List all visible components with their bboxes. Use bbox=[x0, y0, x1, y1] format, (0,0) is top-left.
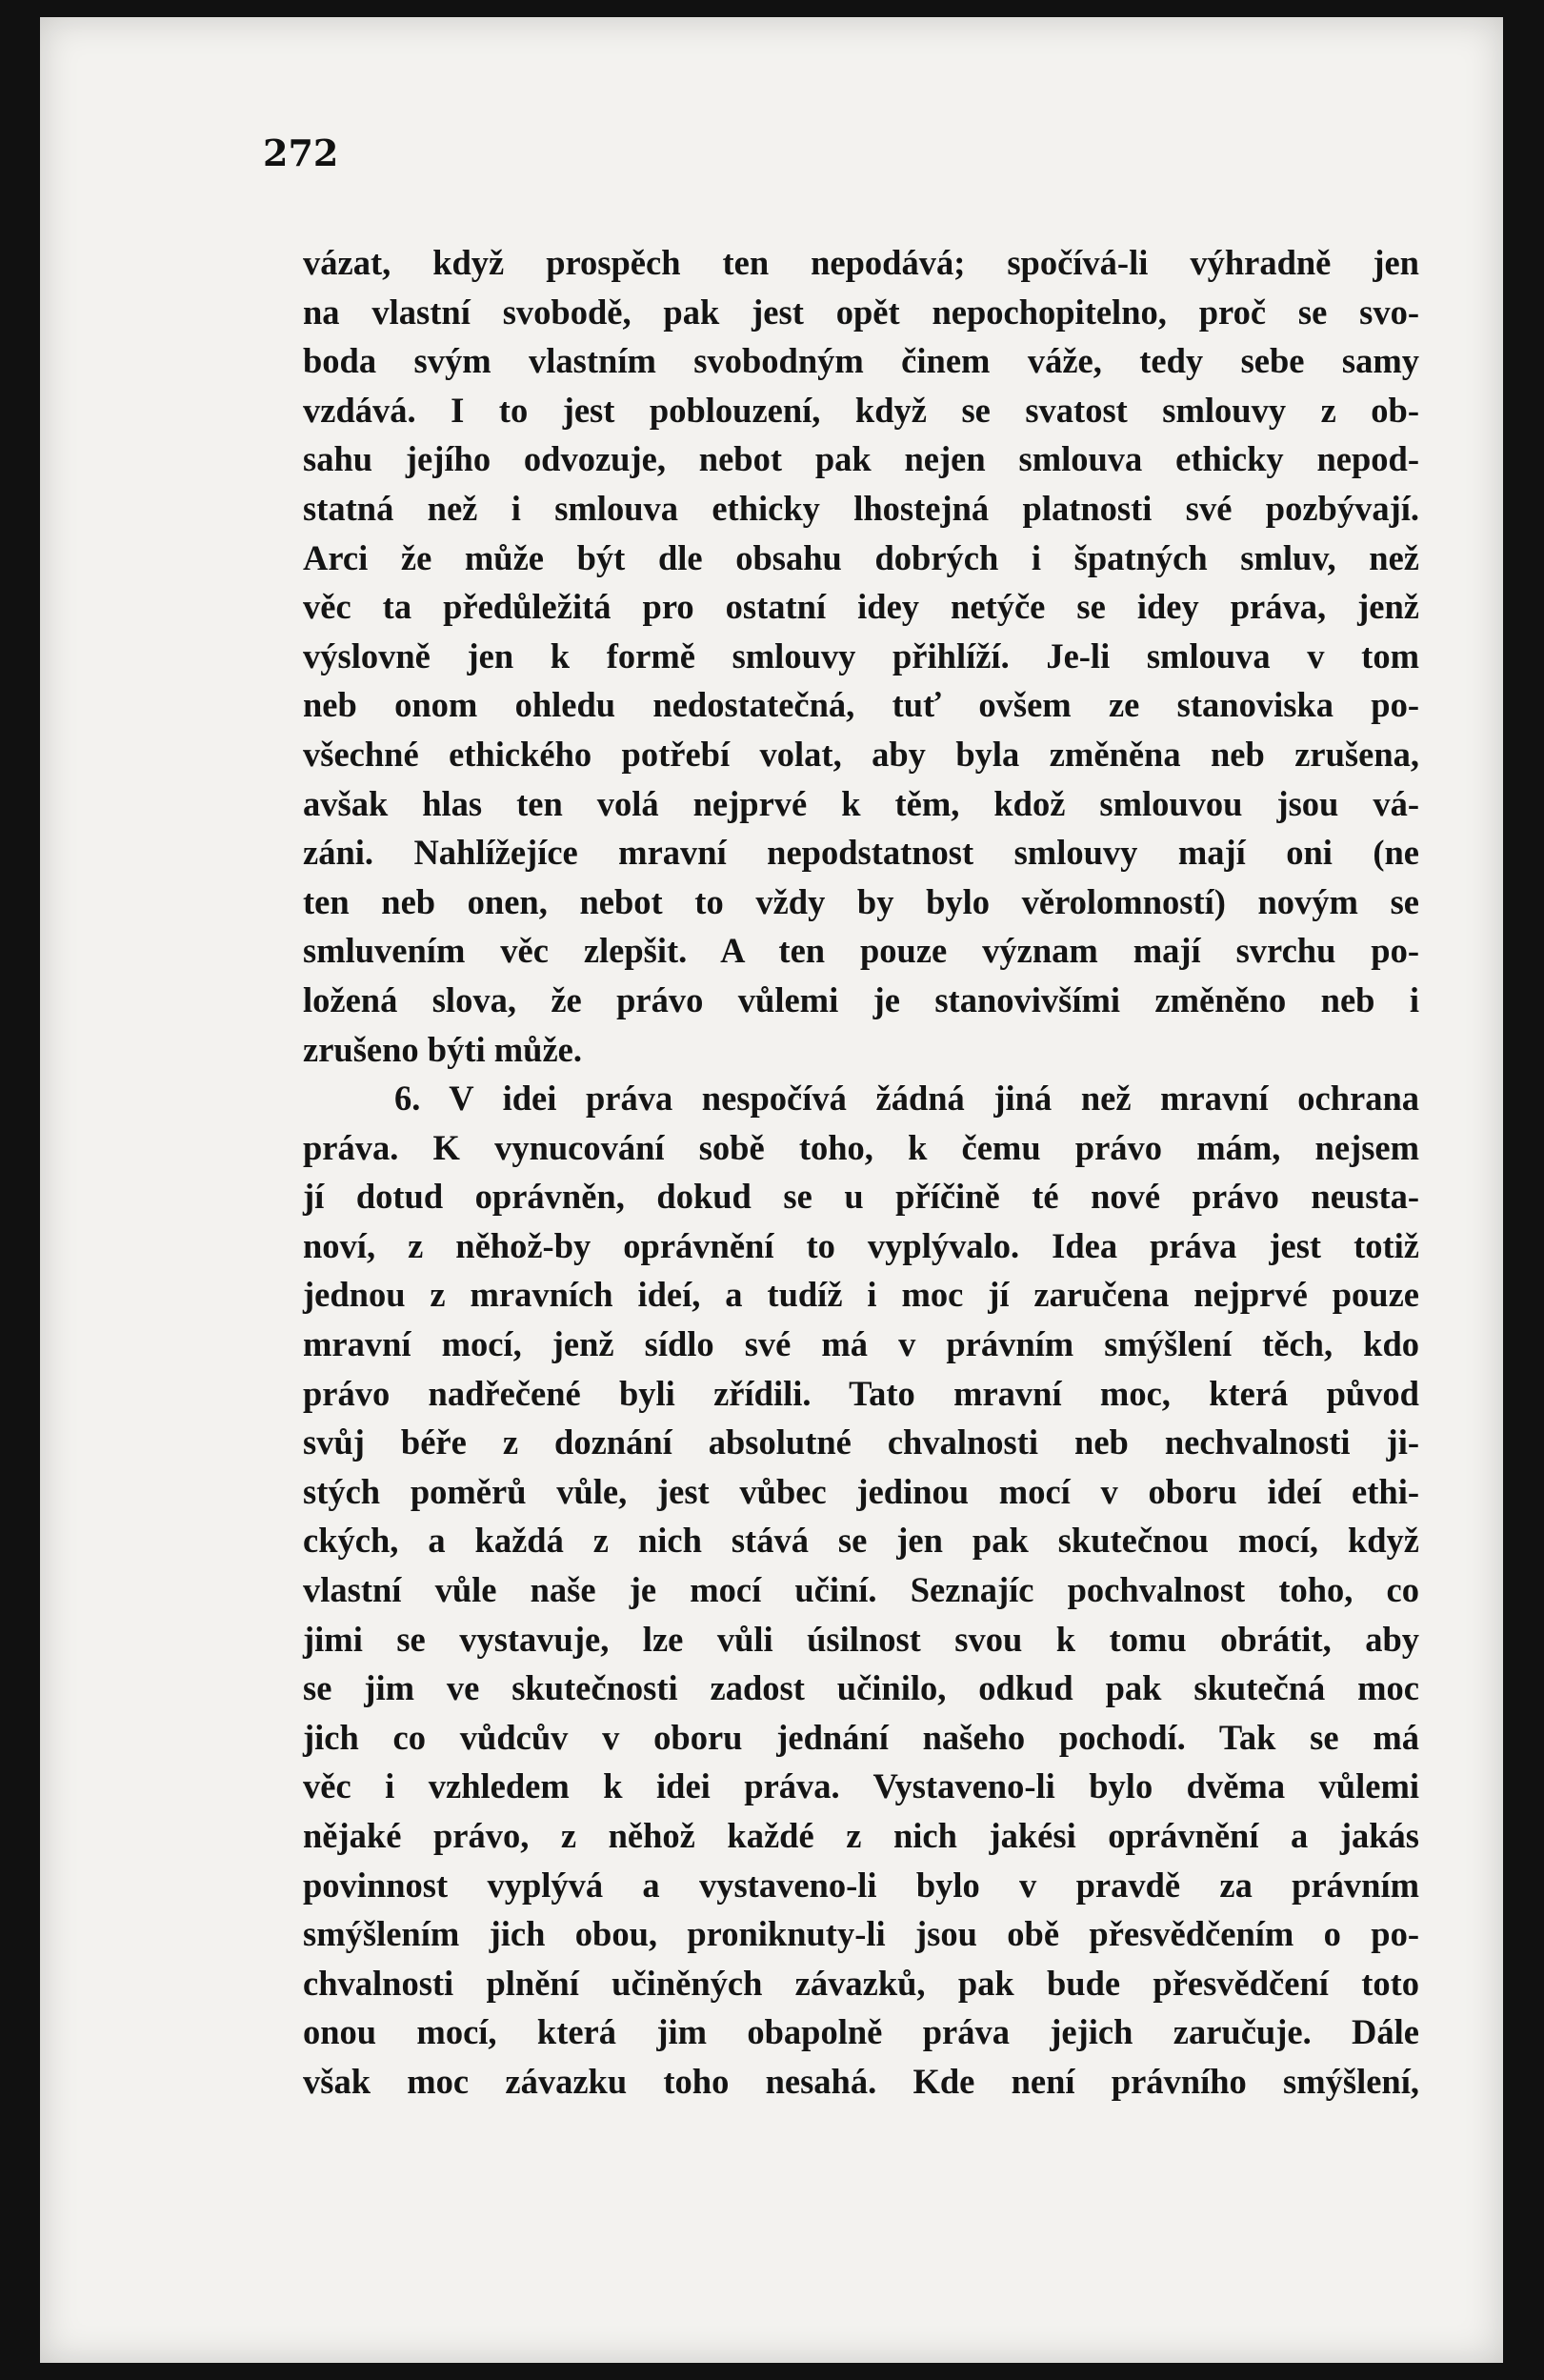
text-line: ložená slova, že právo vůlemi je stanovivšími změněno neb i bbox=[303, 979, 1419, 1019]
body-text bbox=[303, 238, 1419, 2107]
text-line: statná než i smlouva ethicky lhostejná platnosti své pozbývají. bbox=[303, 488, 1419, 528]
book-page bbox=[40, 17, 1503, 2363]
text-line: ten neb onen, nebot to vždy by bylo věrolomností) novým se bbox=[303, 881, 1419, 921]
text-line: smluvením věc zlepšit. A ten pouze význam mají svrchu po- bbox=[303, 931, 1419, 971]
page-number: 272 bbox=[263, 131, 339, 174]
text-line: jí dotud oprávněn, dokud se u příčině té nové právo neusta- bbox=[303, 1177, 1419, 1217]
text-line: výslovně jen k formě smlouvy přihlíží. Je-li smlouva v tom bbox=[303, 635, 1419, 676]
text-line: jednou z mravních ideí, a tudíž i moc jí zaručena nejprvé pouze bbox=[303, 1275, 1419, 1315]
text-line: mravní mocí, jenž sídlo své má v právním smýšlení těch, kdo bbox=[303, 1324, 1419, 1364]
text-line: boda svým vlastním svobodným činem váže, tedy sebe samy bbox=[303, 341, 1419, 381]
text-line: záni. Nahlížejíce mravní nepodstatnost smlouvy mají oni (ne bbox=[303, 833, 1419, 873]
text-line: stých poměrů vůle, jest vůbec jedinou mocí v oboru ideí ethi- bbox=[303, 1471, 1419, 1511]
text-line: věc ta předůležitá pro ostatní idey netýče se idey práva, jenž bbox=[303, 587, 1419, 627]
text-line: jich co vůdcův v oboru jednání našeho pochodí. Tak se má bbox=[303, 1717, 1419, 1757]
text-line: se jim ve skutečnosti zadost učinilo, odkud pak skutečná moc bbox=[303, 1668, 1419, 1708]
text-line: jimi se vystavuje, lze vůli úsilnost svou k tomu obrátit, aby bbox=[303, 1619, 1419, 1659]
text-line: nějaké právo, z něhož každé z nich jakési oprávnění a jakás bbox=[303, 1816, 1419, 1855]
text-line: onou mocí, která jim obapolně práva jejich zaručuje. Dále bbox=[303, 2012, 1419, 2052]
text-line: avšak hlas ten volá nejprvé k těm, kdož smlouvou jsou vá- bbox=[303, 783, 1419, 823]
text-line: vázat, když prospěch ten nepodává; spočívá-li výhradně jen bbox=[303, 243, 1419, 282]
text-line: Arci že může být dle obsahu dobrých i špatných smluv, než bbox=[303, 537, 1419, 577]
text-line: vzdává. I to jest poblouzení, když se svatost smlouvy z ob- bbox=[303, 390, 1419, 430]
text-line: sahu jejího odvozuje, nebot pak nejen smlouva ethicky nepod- bbox=[303, 439, 1419, 479]
text-line: noví, z něhož-by oprávnění to vyplývalo. Idea práva jest totiž bbox=[303, 1225, 1419, 1265]
text-line-paragraph-end: zrušeno býti může. bbox=[303, 1029, 582, 1069]
text-line: chvalnosti plnění učiněných závazků, pak bude přesvědčení toto bbox=[303, 1963, 1419, 2003]
text-line: právo nadřečené byli zřídili. Tato mravní moc, která původ bbox=[303, 1373, 1419, 1413]
text-line: všechné ethického potřebí volat, aby byla změněna neb zrušena, bbox=[303, 734, 1419, 774]
text-line: ckých, a každá z nich stává se jen pak skutečnou mocí, když bbox=[303, 1521, 1419, 1561]
text-line: práva. K vynucování sobě toho, k čemu právo mám, nejsem bbox=[303, 1127, 1419, 1167]
text-line: smýšlením jich obou, proniknuty-li jsou obě přesvědčením o po- bbox=[303, 1914, 1419, 1954]
text-line: svůj béře z doznání absolutné chvalnosti neb nechvalnosti ji- bbox=[303, 1422, 1419, 1462]
text-line: věc i vzhledem k idei práva. Vystaveno-li bylo dvěma vůlemi bbox=[303, 1766, 1419, 1806]
text-line: však moc závazku toho nesahá. Kde není právního smýšlení, bbox=[303, 2061, 1419, 2101]
text-line: povinnost vyplývá a vystaveno-li bylo v pravdě za právním bbox=[303, 1865, 1419, 1905]
text-line: na vlastní svobodě, pak jest opět nepochopitelno, proč se svo- bbox=[303, 292, 1419, 332]
text-line: vlastní vůle naše je mocí učiní. Seznajíc pochvalnost toho, co bbox=[303, 1570, 1419, 1610]
text-line-paragraph-start: 6. V idei práva nespočívá žádná jiná než mravní ochrana bbox=[394, 1079, 1419, 1119]
text-line: neb onom ohledu nedostatečná, tuť ovšem ze stanoviska po- bbox=[303, 685, 1419, 725]
